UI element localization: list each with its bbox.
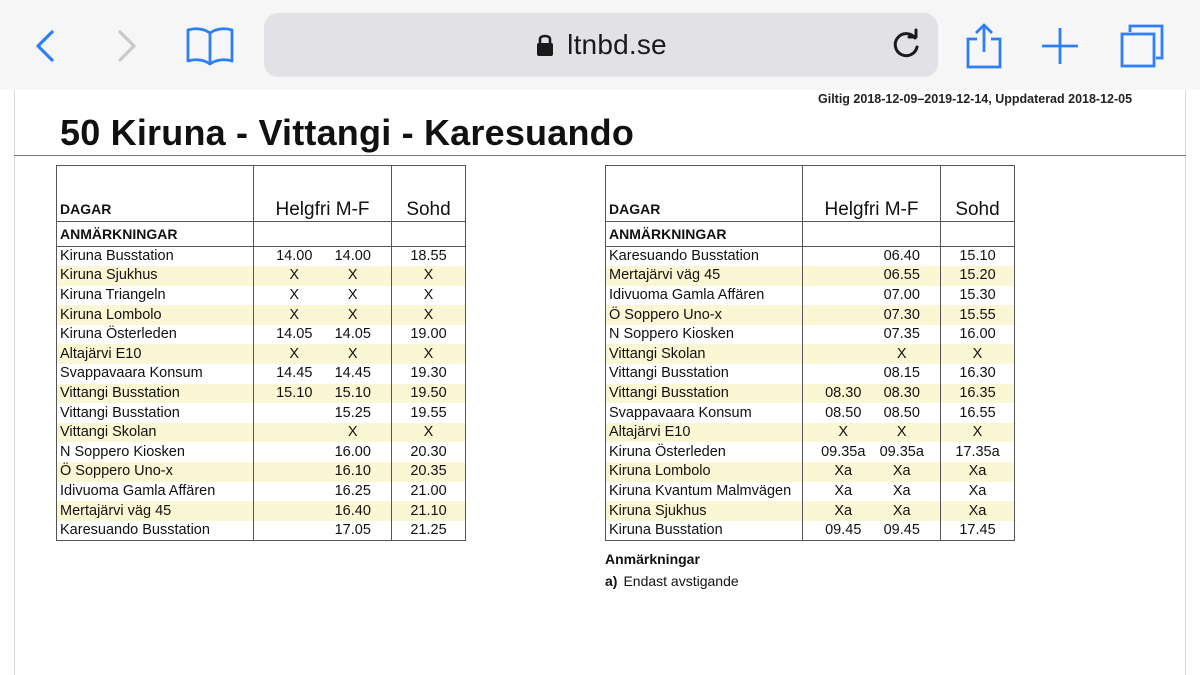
time-cell: X — [289, 345, 300, 362]
sohd-time: X — [392, 286, 466, 306]
anm-cell-helgfri — [803, 222, 941, 247]
time-cell — [814, 286, 873, 305]
helgfri-times — [803, 344, 941, 364]
back-button[interactable] — [18, 18, 74, 74]
time-cell: X — [289, 267, 300, 284]
time-cell: X — [347, 306, 358, 323]
validity-text: Giltig 2018-12-09–2019-12-14, Uppdaterad 2018-12-05 — [818, 92, 1133, 106]
stop-name: Idivuoma Gamla Affären — [57, 482, 254, 502]
helgfri-times — [803, 521, 941, 541]
time-cell: 07.00 — [883, 286, 920, 303]
helgfri-cells — [257, 423, 388, 442]
helgfri-cells — [257, 462, 388, 481]
time-cell: 14.45 — [276, 365, 313, 382]
stop-name: N Soppero Kiosken — [606, 325, 803, 345]
time-cell: Xa — [892, 502, 911, 519]
helgfri-times — [254, 384, 392, 404]
helgfri-times — [254, 305, 392, 325]
stop-name: Vittangi Skolan — [606, 344, 803, 364]
helgfri-cells — [257, 266, 388, 285]
table-row — [57, 286, 466, 306]
dagar-label: DAGAR — [57, 166, 254, 222]
time-cell — [265, 404, 324, 423]
time-cell: 09.35a — [879, 443, 924, 460]
time-cell: 16.40 — [334, 502, 371, 519]
helgfri-cells — [257, 443, 388, 462]
stop-name: Karesuando Busstation — [57, 521, 254, 541]
helgfri-times — [254, 482, 392, 502]
bookmarks-icon — [185, 25, 235, 67]
table-row — [57, 364, 466, 384]
table-row — [57, 521, 466, 541]
time-cell: 14.05 — [334, 326, 371, 343]
anmarkningar-label: ANMÄRKNINGAR — [57, 222, 254, 247]
table-row — [606, 521, 1015, 541]
sohd-time: 19.50 — [392, 384, 466, 404]
table-row — [606, 247, 1015, 267]
helgfri-times — [803, 423, 941, 443]
sohd-time: 21.25 — [392, 521, 466, 541]
time-cell: 08.50 — [825, 404, 862, 421]
helgfri-times — [254, 364, 392, 384]
table-row — [606, 482, 1015, 502]
stop-name: Karesuando Busstation — [606, 247, 803, 267]
helgfri-cells — [257, 482, 388, 501]
anm-cell-sohd — [941, 222, 1015, 247]
time-cell — [814, 306, 873, 325]
helgfri-cells — [806, 286, 937, 305]
new-tab-icon — [1040, 26, 1080, 66]
stop-name: Altajärvi E10 — [606, 423, 803, 443]
time-cell: 08.15 — [883, 365, 920, 382]
helgfri-cells — [257, 384, 388, 403]
helgfri-times — [254, 344, 392, 364]
time-cell — [814, 266, 873, 285]
sohd-time: 16.30 — [941, 364, 1015, 384]
sohd-time: 20.35 — [392, 462, 466, 482]
time-cell: X — [838, 424, 849, 441]
time-cell: X — [347, 286, 358, 303]
helgfri-cells — [806, 502, 937, 521]
note-key: a) — [605, 573, 618, 589]
table-row — [57, 325, 466, 345]
stop-name: Kiruna Sjukhus — [57, 266, 254, 286]
table-row — [57, 442, 466, 462]
time-cell: Xa — [892, 463, 911, 480]
stop-name: Svappavaara Konsum — [606, 403, 803, 423]
stop-name: N Soppero Kiosken — [57, 442, 254, 462]
tabs-icon — [1118, 22, 1166, 70]
timetable-kiruna-karesuando — [56, 165, 466, 541]
browser-toolbar — [0, 0, 1200, 90]
time-cell: X — [896, 345, 907, 362]
table-row — [57, 344, 466, 364]
table-row — [606, 266, 1015, 286]
table-row — [606, 344, 1015, 364]
sohd-time: 17.45 — [941, 521, 1015, 541]
new-tab-button[interactable] — [1032, 18, 1088, 74]
table-row — [606, 305, 1015, 325]
title-divider — [14, 155, 1186, 156]
stop-name: Vittangi Busstation — [57, 384, 254, 404]
sohd-time: 15.55 — [941, 305, 1015, 325]
stop-name: Mertajärvi väg 45 — [606, 266, 803, 286]
stop-name: Vittangi Busstation — [606, 364, 803, 384]
time-cell: 16.25 — [334, 482, 371, 499]
table-row — [606, 286, 1015, 306]
time-cell — [265, 482, 324, 501]
helgfri-cells — [806, 266, 937, 285]
stop-name: Vittangi Skolan — [57, 423, 254, 443]
time-cell: Xa — [834, 463, 853, 480]
stop-name: Vittangi Busstation — [57, 403, 254, 423]
table-row — [57, 305, 466, 325]
note-text: Endast avstigande — [623, 573, 739, 589]
table-row — [606, 423, 1015, 443]
address-bar[interactable] — [264, 13, 938, 77]
sohd-time: X — [392, 305, 466, 325]
time-cell — [814, 345, 873, 364]
helgfri-cells — [806, 345, 937, 364]
url-text: ltnbd.se — [567, 29, 667, 60]
time-cell: 08.30 — [883, 384, 920, 401]
sohd-time: 15.20 — [941, 266, 1015, 286]
time-cell: 15.10 — [276, 384, 313, 401]
time-cell — [265, 423, 324, 442]
anmarkningar-label: ANMÄRKNINGAR — [606, 222, 803, 247]
sohd-time: Xa — [941, 462, 1015, 482]
stop-name: Svappavaara Konsum — [57, 364, 254, 384]
table-row — [57, 462, 466, 482]
stop-name: Kiruna Sjukhus — [606, 501, 803, 521]
helgfri-cells — [257, 306, 388, 325]
helgfri-cells — [806, 247, 937, 266]
anmarkningar-row — [57, 222, 466, 247]
bookmarks-button[interactable] — [182, 18, 238, 74]
sohd-time: 15.10 — [941, 247, 1015, 267]
table-row — [606, 384, 1015, 404]
helgfri-times — [803, 482, 941, 502]
sohd-time: Xa — [941, 501, 1015, 521]
time-cell: 16.00 — [334, 443, 371, 460]
helgfri-times — [803, 266, 941, 286]
time-cell: 07.35 — [883, 326, 920, 343]
helgfri-cells — [257, 345, 388, 364]
table-row — [606, 403, 1015, 423]
time-cell: 15.25 — [334, 404, 371, 421]
helgfri-times — [803, 403, 941, 423]
time-cell: 14.00 — [334, 248, 371, 265]
helgfri-cells — [257, 404, 388, 423]
sohd-time: 18.55 — [392, 247, 466, 267]
anm-cell-sohd — [392, 222, 466, 247]
time-cell: X — [347, 345, 358, 362]
helgfri-cells — [257, 521, 388, 540]
time-cell: 06.40 — [883, 248, 920, 265]
helgfri-cells — [806, 462, 937, 481]
helgfri-times — [254, 286, 392, 306]
time-cell — [265, 443, 324, 462]
helgfri-times — [254, 247, 392, 267]
helgfri-header: Helgfri M-F — [803, 166, 941, 222]
time-cell: X — [347, 424, 358, 441]
sohd-header: Sohd — [941, 166, 1015, 222]
time-cell: 14.45 — [334, 365, 371, 382]
helgfri-times — [254, 423, 392, 443]
forward-button[interactable] — [98, 18, 154, 74]
helgfri-times — [803, 286, 941, 306]
stop-name: Ö Soppero Uno-x — [57, 462, 254, 482]
time-cell: X — [347, 267, 358, 284]
sohd-time: X — [392, 423, 466, 443]
time-cell: Xa — [834, 502, 853, 519]
time-cell — [814, 325, 873, 344]
stop-name: Kiruna Österleden — [57, 325, 254, 345]
reload-button[interactable] — [888, 27, 924, 63]
sohd-time: 16.55 — [941, 403, 1015, 423]
helgfri-cells — [806, 325, 937, 344]
table-row — [606, 442, 1015, 462]
time-cell: 09.45 — [825, 521, 862, 538]
time-cell — [265, 502, 324, 521]
time-cell: X — [289, 286, 300, 303]
helgfri-cells — [806, 443, 937, 462]
helgfri-times — [254, 403, 392, 423]
time-cell: 09.45 — [883, 521, 920, 538]
table-row — [57, 501, 466, 521]
helgfri-cells — [257, 286, 388, 305]
helgfri-times — [254, 462, 392, 482]
time-cell: X — [289, 306, 300, 323]
header-row — [606, 166, 1015, 222]
helgfri-times — [803, 305, 941, 325]
helgfri-cells — [257, 325, 388, 344]
helgfri-cells — [806, 482, 937, 501]
share-button[interactable] — [956, 18, 1012, 74]
table-row — [57, 266, 466, 286]
back-icon — [32, 28, 60, 64]
time-cell: 14.00 — [276, 248, 313, 265]
time-cell: X — [896, 424, 907, 441]
helgfri-times — [254, 521, 392, 541]
sohd-time: X — [392, 266, 466, 286]
time-cell: 08.30 — [825, 384, 862, 401]
helgfri-cells — [806, 521, 937, 540]
table-row — [57, 247, 466, 267]
sohd-time: 19.00 — [392, 325, 466, 345]
header-row — [57, 166, 466, 222]
helgfri-times — [803, 442, 941, 462]
reload-icon — [888, 27, 924, 63]
helgfri-cells — [257, 247, 388, 266]
stop-name: Vittangi Busstation — [606, 384, 803, 404]
sohd-time: X — [941, 423, 1015, 443]
sohd-time: 19.55 — [392, 403, 466, 423]
sohd-header: Sohd — [392, 166, 466, 222]
helgfri-cells — [806, 384, 937, 403]
helgfri-cells — [806, 306, 937, 325]
time-cell: Xa — [834, 482, 853, 499]
table-row — [57, 403, 466, 423]
note-a — [605, 573, 739, 589]
page-title: 50 Kiruna - Vittangi - Karesuando — [60, 112, 635, 153]
stop-name: Kiruna Kvantum Malmvägen — [606, 482, 803, 502]
timetable-karesuando-kiruna — [605, 165, 1015, 541]
stop-name: Altajärvi E10 — [57, 344, 254, 364]
helgfri-times — [254, 266, 392, 286]
sohd-time: X — [941, 344, 1015, 364]
time-cell — [814, 247, 873, 266]
time-cell — [265, 462, 324, 481]
tabs-button[interactable] — [1114, 18, 1170, 74]
helgfri-times — [803, 364, 941, 384]
table-row — [606, 364, 1015, 384]
time-cell: 17.05 — [334, 521, 371, 538]
sohd-time: 16.00 — [941, 325, 1015, 345]
time-cell: 07.30 — [883, 306, 920, 323]
helgfri-times — [254, 501, 392, 521]
anmarkningar-row — [606, 222, 1015, 247]
sohd-time: 17.35a — [941, 442, 1015, 462]
sohd-time: 20.30 — [392, 442, 466, 462]
stop-name: Kiruna Lombolo — [606, 462, 803, 482]
helgfri-cells — [806, 423, 937, 442]
helgfri-cells — [257, 502, 388, 521]
time-cell: 15.10 — [334, 384, 371, 401]
helgfri-times — [803, 325, 941, 345]
time-cell: 06.55 — [883, 267, 920, 284]
time-cell: 08.50 — [883, 404, 920, 421]
forward-icon — [112, 28, 140, 64]
table-row — [57, 384, 466, 404]
sohd-time: 19.30 — [392, 364, 466, 384]
sohd-time: 21.10 — [392, 501, 466, 521]
table-row — [606, 501, 1015, 521]
sohd-time: 21.00 — [392, 482, 466, 502]
share-icon — [964, 22, 1004, 70]
helgfri-times — [803, 384, 941, 404]
stop-name: Idivuoma Gamla Affären — [606, 286, 803, 306]
helgfri-times — [803, 462, 941, 482]
lock-icon — [535, 32, 555, 58]
stop-name: Kiruna Busstation — [57, 247, 254, 267]
helgfri-cells — [806, 364, 937, 383]
table-row — [57, 423, 466, 443]
time-cell — [814, 364, 873, 383]
helgfri-times — [803, 247, 941, 267]
time-cell — [265, 521, 324, 540]
stop-name: Mertajärvi väg 45 — [57, 501, 254, 521]
notes-heading: Anmärkningar — [605, 551, 700, 567]
stop-name: Kiruna Österleden — [606, 442, 803, 462]
time-cell: 16.10 — [334, 463, 371, 480]
helgfri-times — [803, 501, 941, 521]
sohd-time: 15.30 — [941, 286, 1015, 306]
sohd-time: Xa — [941, 482, 1015, 502]
helgfri-cells — [257, 364, 388, 383]
table-row — [57, 482, 466, 502]
helgfri-times — [254, 442, 392, 462]
time-cell: 09.35a — [821, 443, 866, 460]
helgfri-cells — [806, 404, 937, 423]
sohd-time: X — [392, 344, 466, 364]
stop-name: Ö Soppero Uno-x — [606, 305, 803, 325]
table-row — [606, 462, 1015, 482]
helgfri-header: Helgfri M-F — [254, 166, 392, 222]
anm-cell-helgfri — [254, 222, 392, 247]
stop-name: Kiruna Lombolo — [57, 305, 254, 325]
dagar-label: DAGAR — [606, 166, 803, 222]
time-cell: 14.05 — [276, 326, 313, 343]
table-row — [606, 325, 1015, 345]
helgfri-times — [254, 325, 392, 345]
sohd-time: 16.35 — [941, 384, 1015, 404]
time-cell: Xa — [892, 482, 911, 499]
stop-name: Kiruna Triangeln — [57, 286, 254, 306]
stop-name: Kiruna Busstation — [606, 521, 803, 541]
